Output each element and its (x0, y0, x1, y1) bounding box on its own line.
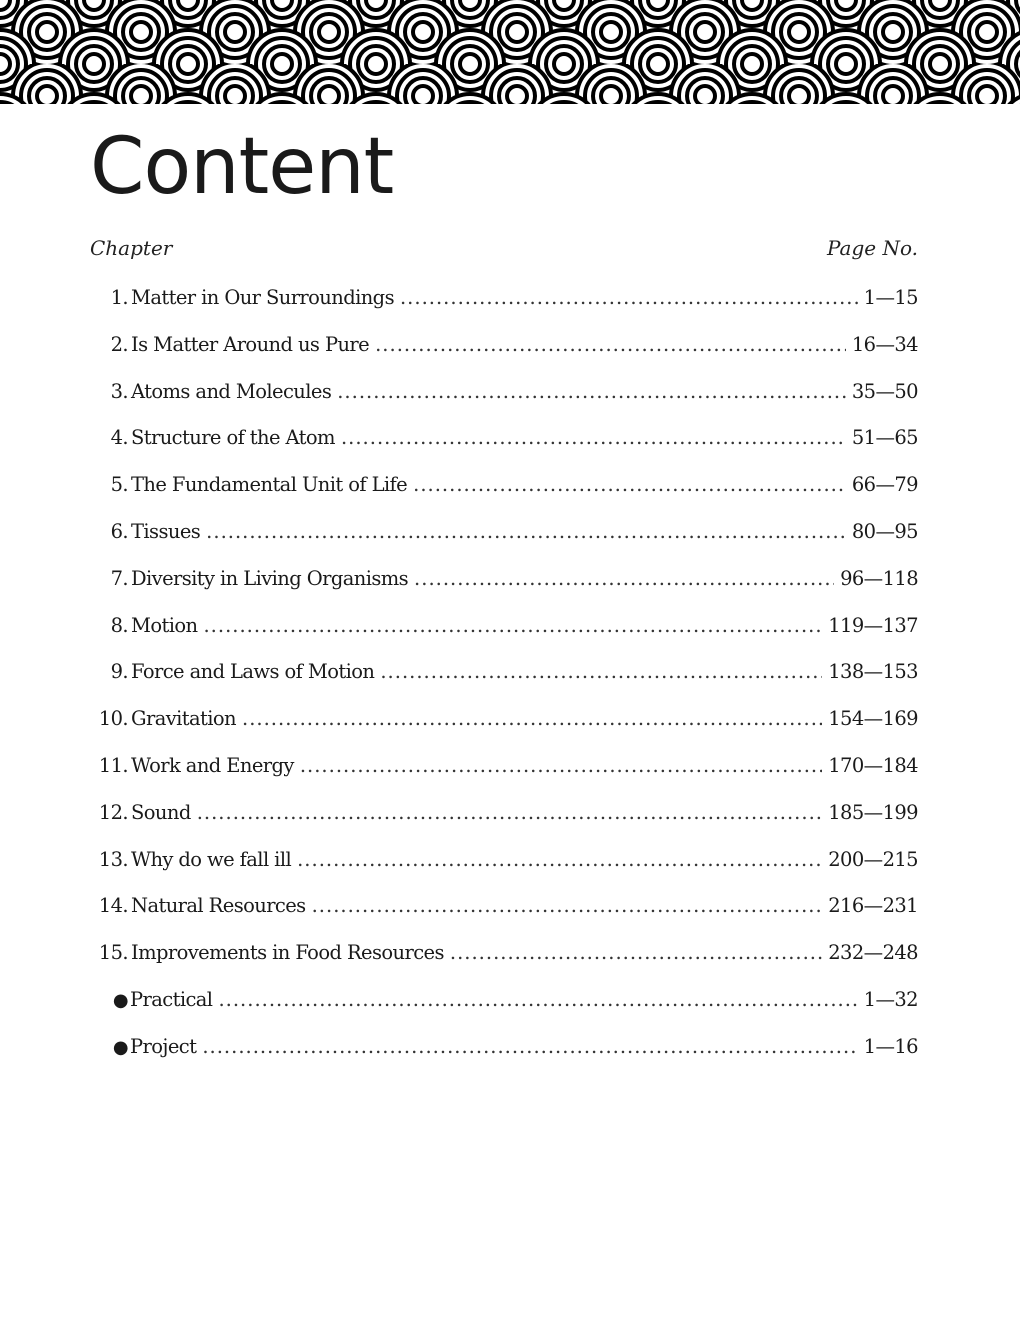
chapter-title: Structure of the Atom (131, 426, 335, 450)
toc-entry[interactable] (88, 380, 918, 427)
toc-entry[interactable] (88, 1035, 918, 1082)
page-range: 154—169 (828, 707, 918, 731)
dot-leader (206, 520, 846, 543)
toc-entry[interactable] (88, 286, 918, 333)
toc-entry[interactable] (88, 707, 918, 754)
chapter-number: 10. (98, 707, 128, 731)
chapter-title: Motion (131, 613, 198, 637)
toc-entry[interactable] (88, 894, 918, 941)
dot-leader (375, 333, 846, 356)
chapter-title: Work and Energy (131, 753, 294, 777)
toc-entry[interactable] (88, 520, 918, 567)
chapter-number: 2. (110, 332, 128, 356)
chapter-title: Force and Laws of Motion (131, 660, 375, 684)
dot-leader (300, 754, 822, 777)
chapter-number: 8. (110, 613, 128, 637)
page-range: 216—231 (828, 894, 918, 918)
chapter-title: Gravitation (131, 707, 237, 731)
page-column-header: Page No. (826, 236, 918, 260)
chapter-number: 14. (98, 894, 128, 918)
toc-entry[interactable] (88, 333, 918, 380)
dot-leader (297, 848, 822, 871)
chapter-number: 4. (110, 426, 128, 450)
page-range: 35—50 (851, 379, 918, 403)
chapter-title: The Fundamental Unit of Life (131, 473, 408, 497)
dot-leader (450, 941, 822, 964)
page-range: 80—95 (851, 519, 918, 543)
bullet-icon: ● (112, 989, 128, 1011)
toc-entry[interactable] (88, 473, 918, 520)
toc-entry[interactable] (88, 848, 918, 895)
page-range: 1—16 (863, 1034, 918, 1058)
toc-entry[interactable] (88, 801, 918, 848)
page-range: 232—248 (828, 941, 918, 965)
dot-leader (400, 286, 858, 309)
dot-leader (218, 988, 857, 1011)
toc-entry[interactable] (88, 988, 918, 1035)
chapter-number: 5. (110, 473, 128, 497)
decorative-circle-pattern (0, 0, 1020, 104)
chapter-number: 15. (98, 941, 128, 965)
dot-leader (203, 614, 822, 637)
toc-entry[interactable] (88, 754, 918, 801)
dot-leader (202, 1035, 857, 1058)
chapter-number: 9. (110, 660, 128, 684)
toc-entry[interactable] (88, 614, 918, 661)
chapter-number: 7. (110, 566, 128, 590)
page-range: 170—184 (828, 753, 918, 777)
chapter-title: Improvements in Food Resources (131, 941, 444, 965)
dot-leader (242, 707, 822, 730)
chapter-title: Natural Resources (131, 894, 306, 918)
chapter-title: Diversity in Living Organisms (131, 566, 409, 590)
chapter-number: 3. (110, 379, 128, 403)
dot-leader (337, 380, 846, 403)
page-range: 96—118 (840, 566, 918, 590)
chapter-number: 13. (98, 847, 128, 871)
dot-leader (413, 473, 846, 496)
dot-leader (380, 660, 822, 683)
page-range: 138—153 (828, 660, 918, 684)
page-range: 1—15 (863, 286, 918, 309)
toc-entry[interactable] (88, 941, 918, 988)
chapter-number: 11. (98, 753, 128, 777)
page-range: 119—137 (828, 613, 918, 637)
chapter-number: 12. (98, 800, 128, 824)
page-range: 200—215 (828, 847, 918, 871)
dot-leader (414, 567, 834, 590)
chapter-title: Why do we fall ill (131, 847, 292, 871)
chapter-number: 1. (110, 286, 128, 309)
chapter-column-header: Chapter (90, 236, 173, 260)
page-range: 16—34 (851, 332, 918, 356)
toc-entry[interactable] (88, 660, 918, 707)
page-title: Content (90, 122, 394, 212)
page-range: 185—199 (828, 800, 918, 824)
chapter-number: 6. (110, 519, 128, 543)
toc-entry[interactable] (88, 567, 918, 614)
chapter-title: Matter in Our Surroundings (131, 286, 394, 309)
appendix-title: Practical (130, 987, 213, 1011)
toc-entry[interactable] (88, 426, 918, 473)
chapter-title: Sound (131, 800, 191, 824)
page-range: 66—79 (851, 473, 918, 497)
page-range: 1—32 (863, 987, 918, 1011)
table-of-contents (88, 286, 918, 1082)
chapter-title: Tissues (131, 519, 201, 543)
dot-leader (197, 801, 823, 824)
chapter-title: Is Matter Around us Pure (131, 332, 370, 356)
dot-leader (312, 894, 823, 917)
dot-leader (341, 426, 846, 449)
appendix-title: Project (130, 1034, 197, 1058)
page-range: 51—65 (851, 426, 918, 450)
bullet-icon: ● (112, 1036, 128, 1058)
chapter-title: Atoms and Molecules (131, 379, 332, 403)
